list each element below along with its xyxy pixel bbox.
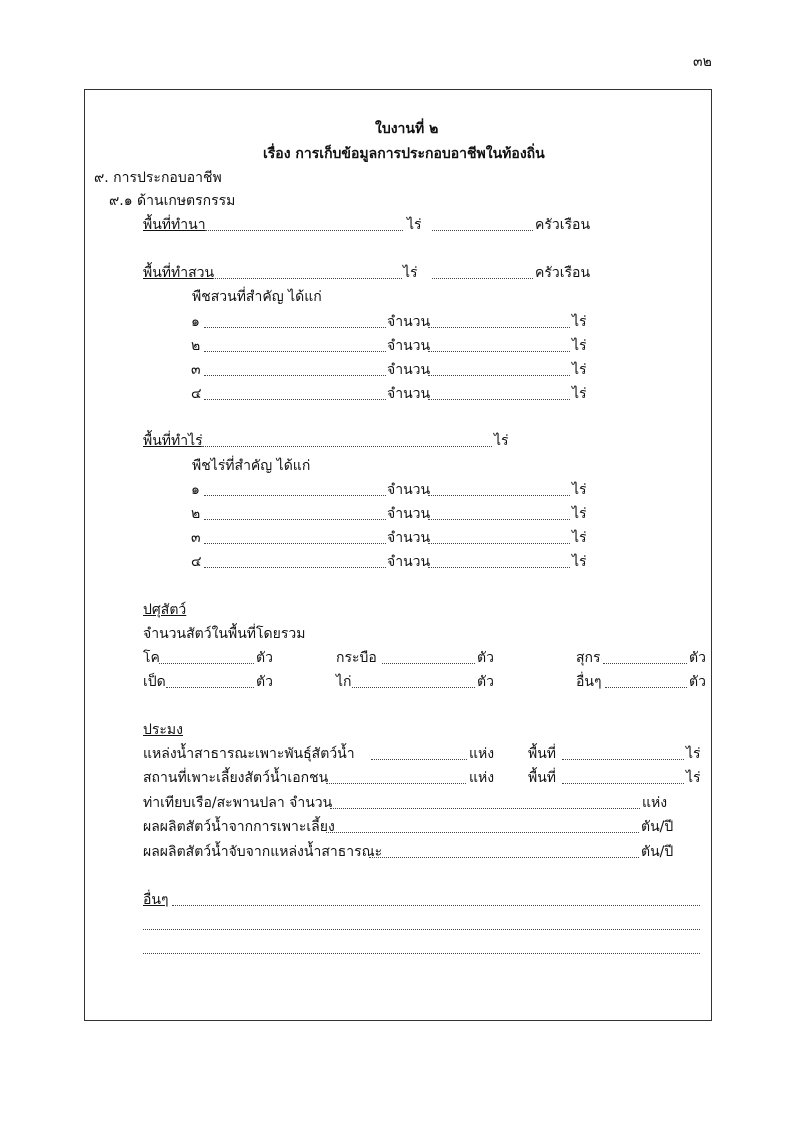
field-crop-name-line[interactable] [204, 543, 386, 544]
field-crop-name-line[interactable] [204, 567, 386, 568]
catch-output-unit: ตัน/ปี [641, 844, 674, 860]
orchard-crop-number: ๔ [191, 386, 202, 402]
field-crop-amount-line[interactable] [428, 543, 570, 544]
subsection-heading: ๙.๑ ด้านเกษตรกรรม [109, 193, 236, 209]
orchard-crop-amount-label: จำนวน [387, 386, 431, 402]
orchard-area-unit: ไร่ [403, 265, 418, 281]
orchard-area-label: พื้นที่ทำสวน [143, 265, 215, 281]
orchard-crop-name-line[interactable] [204, 399, 386, 400]
field-area-unit: ไร่ [494, 433, 509, 449]
rice-household-fill-line[interactable] [432, 230, 533, 231]
orchard-area-fill-line[interactable] [213, 278, 402, 279]
orchard-crop-number: ๑ [191, 314, 200, 330]
orchard-crop-name-line[interactable] [204, 375, 386, 376]
rice-area-unit: ไร่ [407, 217, 422, 233]
private-farm-unit: แห่ง [469, 770, 495, 786]
cow-label: โค [143, 650, 160, 666]
pier-unit: แห่ง [642, 795, 668, 811]
field-area-fill-line[interactable] [201, 446, 492, 447]
orchard-crop-unit: ไร่ [572, 386, 587, 402]
public-breeding-area-unit: ไร่ [686, 746, 701, 762]
field-crops-label: พืชไร่ที่สำคัญ ได้แก่ [192, 458, 311, 474]
field-crop-amount-line[interactable] [428, 519, 570, 520]
rice-area-fill-line[interactable] [205, 230, 403, 231]
orchard-household-unit: ครัวเรือน [535, 265, 591, 281]
catch-output-line[interactable] [369, 857, 639, 858]
worksheet-subtitle: เรื่อง การเก็บข้อมูลการประกอบอาชีพในท้องถิ่น [263, 146, 545, 162]
field-crop-number: ๒ [191, 506, 201, 522]
field-area-label: พื้นที่ทำไร่ [143, 433, 203, 449]
others-fill-line[interactable] [143, 929, 700, 930]
farm-output-unit: ตัน/ปี [641, 819, 674, 835]
chicken-count-line[interactable] [352, 687, 475, 688]
orchard-crop-number: ๒ [191, 338, 201, 354]
field-crop-unit: ไร่ [572, 530, 587, 546]
cow-unit: ตัว [256, 650, 273, 666]
farm-output-label: ผลผลิตสัตว์น้ำจากการเพาะเลี้ยง [143, 819, 335, 835]
rice-area-label: พื้นที่ทำนา [143, 217, 206, 233]
field-crop-amount-line[interactable] [428, 495, 570, 496]
page-number: ๓๒ [693, 54, 712, 70]
livestock-total-label: จำนวนสัตว์ในพื้นที่โดยรวม [143, 626, 306, 642]
orchard-crop-amount-label: จำนวน [387, 314, 431, 330]
livestock-heading: ปศุสัตว์ [143, 602, 187, 618]
orchard-crop-number: ๓ [191, 362, 201, 378]
field-crop-amount-label: จำนวน [387, 506, 431, 522]
field-crop-amount-label: จำนวน [387, 482, 431, 498]
buffalo-unit: ตัว [477, 650, 494, 666]
public-breeding-count-line[interactable] [371, 759, 467, 760]
pig-label: สุกร [576, 650, 601, 666]
pier-label: ท่าเทียบเรือ/สะพานปลา จำนวน [143, 795, 333, 811]
field-crop-amount-label: จำนวน [387, 530, 431, 546]
private-farm-area-unit: ไร่ [686, 770, 701, 786]
orchard-crop-unit: ไร่ [572, 314, 587, 330]
rice-household-unit: ครัวเรือน [535, 217, 591, 233]
other-animal-count-line[interactable] [605, 687, 687, 688]
public-breeding-label: แหล่งน้ำสาธารณะเพาะพันธุ์สัตว์น้ำ [143, 746, 355, 762]
orchard-crop-amount-line[interactable] [428, 399, 570, 400]
duck-count-line[interactable] [166, 687, 254, 688]
private-farm-count-line[interactable] [326, 783, 466, 784]
orchard-crop-amount-line[interactable] [428, 351, 570, 352]
public-breeding-area-label: พื้นที่ [528, 746, 557, 762]
chicken-label: ไก่ [336, 674, 352, 690]
duck-label: เป็ด [143, 674, 166, 690]
chicken-unit: ตัว [477, 674, 494, 690]
farm-output-line[interactable] [326, 832, 639, 833]
cow-count-line[interactable] [159, 663, 254, 664]
others-heading: อื่นๆ [143, 892, 169, 908]
other-animal-unit: ตัว [689, 674, 706, 690]
pig-count-line[interactable] [603, 663, 687, 664]
field-crop-name-line[interactable] [204, 495, 386, 496]
worksheet-title: ใบงานที่ ๒ [375, 121, 439, 137]
buffalo-label: กระบือ [336, 650, 377, 666]
fishery-heading: ประมง [143, 722, 183, 738]
orchard-crop-amount-label: จำนวน [387, 362, 431, 378]
orchard-crop-unit: ไร่ [572, 362, 587, 378]
private-farm-label: สถานที่เพาะเลี้ยงสัตว์น้ำเอกชน [143, 770, 329, 786]
field-crop-amount-line[interactable] [428, 567, 570, 568]
field-crop-unit: ไร่ [572, 506, 587, 522]
orchard-household-fill-line[interactable] [432, 278, 533, 279]
others-fill-line[interactable] [172, 905, 700, 906]
orchard-crops-label: พืชสวนที่สำคัญ ได้แก่ [192, 289, 322, 305]
others-fill-line[interactable] [143, 953, 700, 954]
buffalo-count-line[interactable] [382, 663, 475, 664]
public-breeding-unit: แห่ง [469, 746, 495, 762]
public-breeding-area-line[interactable] [562, 759, 684, 760]
field-crop-unit: ไร่ [572, 482, 587, 498]
private-farm-area-label: พื้นที่ [528, 770, 557, 786]
duck-unit: ตัว [256, 674, 273, 690]
orchard-crop-amount-line[interactable] [428, 327, 570, 328]
pier-count-line[interactable] [330, 808, 640, 809]
orchard-crop-name-line[interactable] [204, 351, 386, 352]
section-heading: ๙. การประกอบอาชีพ [94, 170, 222, 186]
field-crop-name-line[interactable] [204, 519, 386, 520]
orchard-crop-amount-label: จำนวน [387, 338, 431, 354]
other-animal-label: อื่นๆ [576, 674, 602, 690]
field-crop-unit: ไร่ [572, 554, 587, 570]
pig-unit: ตัว [689, 650, 706, 666]
field-crop-amount-label: จำนวน [387, 554, 431, 570]
orchard-crop-amount-line[interactable] [428, 375, 570, 376]
field-crop-number: ๓ [191, 530, 201, 546]
orchard-crop-unit: ไร่ [572, 338, 587, 354]
private-farm-area-line[interactable] [562, 783, 684, 784]
orchard-crop-name-line[interactable] [204, 327, 386, 328]
field-crop-number: ๑ [191, 482, 200, 498]
catch-output-label: ผลผลิตสัตว์น้ำจับจากแหล่งน้ำสาธารณะ [143, 844, 383, 860]
field-crop-number: ๔ [191, 554, 202, 570]
